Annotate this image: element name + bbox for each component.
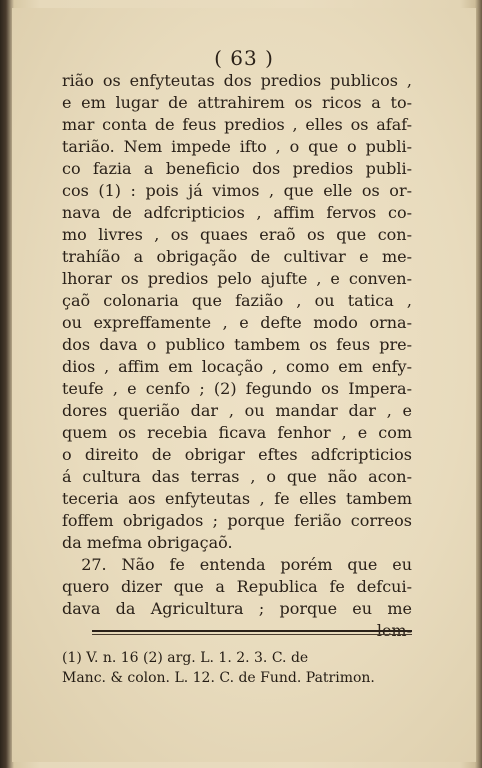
text-line: e em lugar de attrahirem os ricos a to- xyxy=(62,93,412,112)
body-text xyxy=(62,70,412,642)
text-line: teufe , e cenfo ; (2) fegundo os Impera- xyxy=(62,379,412,398)
text-line: co fazia a beneficio dos predios publi- xyxy=(62,159,412,178)
text-line: dos dava o publico tambem os feus pre- xyxy=(62,335,412,354)
text-line: dores querião dar , ou mandar dar , e xyxy=(62,401,412,420)
text-line: dios , affim em locação , como em enfy- xyxy=(62,357,412,376)
footnote-line: (1) V. n. 16 (2) arg. L. 1. 2. 3. C. de xyxy=(62,650,309,666)
text-line: trahíão a obrigação de cultivar e me- xyxy=(62,247,412,266)
text-line: ou expreffamente , e defte modo orna- xyxy=(62,313,412,332)
footnotes xyxy=(62,648,422,688)
footnote-rule-thin xyxy=(92,634,412,635)
catchword: lem- xyxy=(376,621,412,640)
text-line: teceria aos enfyteutas , fe elles tambem xyxy=(62,489,412,508)
text-line: lhorar os predios pelo ajufte , e conven- xyxy=(62,269,412,288)
text-line: nava de adfcripticios , affim fervos co- xyxy=(62,203,412,222)
text-line: tarião. Nem impede ifto , o que o publi- xyxy=(62,137,412,156)
footnote-rule xyxy=(92,630,412,632)
text-line: rião os enfyteutas dos predios publicos , xyxy=(62,71,412,90)
text-line: mo livres , os quaes eraõ os que con- xyxy=(62,225,412,244)
paragraph-start-line: 27. Não fe entenda porém que eu xyxy=(81,555,412,574)
page-number: ( 63 ) xyxy=(214,46,274,70)
text-line: dava da Agricultura ; porque eu me xyxy=(62,599,412,618)
text-line: quero dizer que a Republica fe defcui- xyxy=(62,577,412,596)
text-line: o direito de obrigar eftes adfcripticios xyxy=(62,445,412,464)
text-line: foffem obrigados ; porque ferião correos xyxy=(62,511,412,530)
book-page xyxy=(12,8,476,762)
footnote-line: Manc. & colon. L. 12. C. de Fund. Patrimon. xyxy=(62,670,375,686)
text-line: mar conta de feus predios , elles os afaf- xyxy=(62,115,412,134)
text-line: da mefma obrigaçaõ. xyxy=(62,533,233,552)
text-line: quem os recebia ficava fenhor , e com xyxy=(62,423,412,442)
text-line: cos (1) : pois já vimos , que elle os or- xyxy=(62,181,412,200)
text-line: çaõ colonaria que fazião , ou tatica , xyxy=(62,291,412,310)
text-line: á cultura das terras , o que não acon- xyxy=(62,467,412,486)
